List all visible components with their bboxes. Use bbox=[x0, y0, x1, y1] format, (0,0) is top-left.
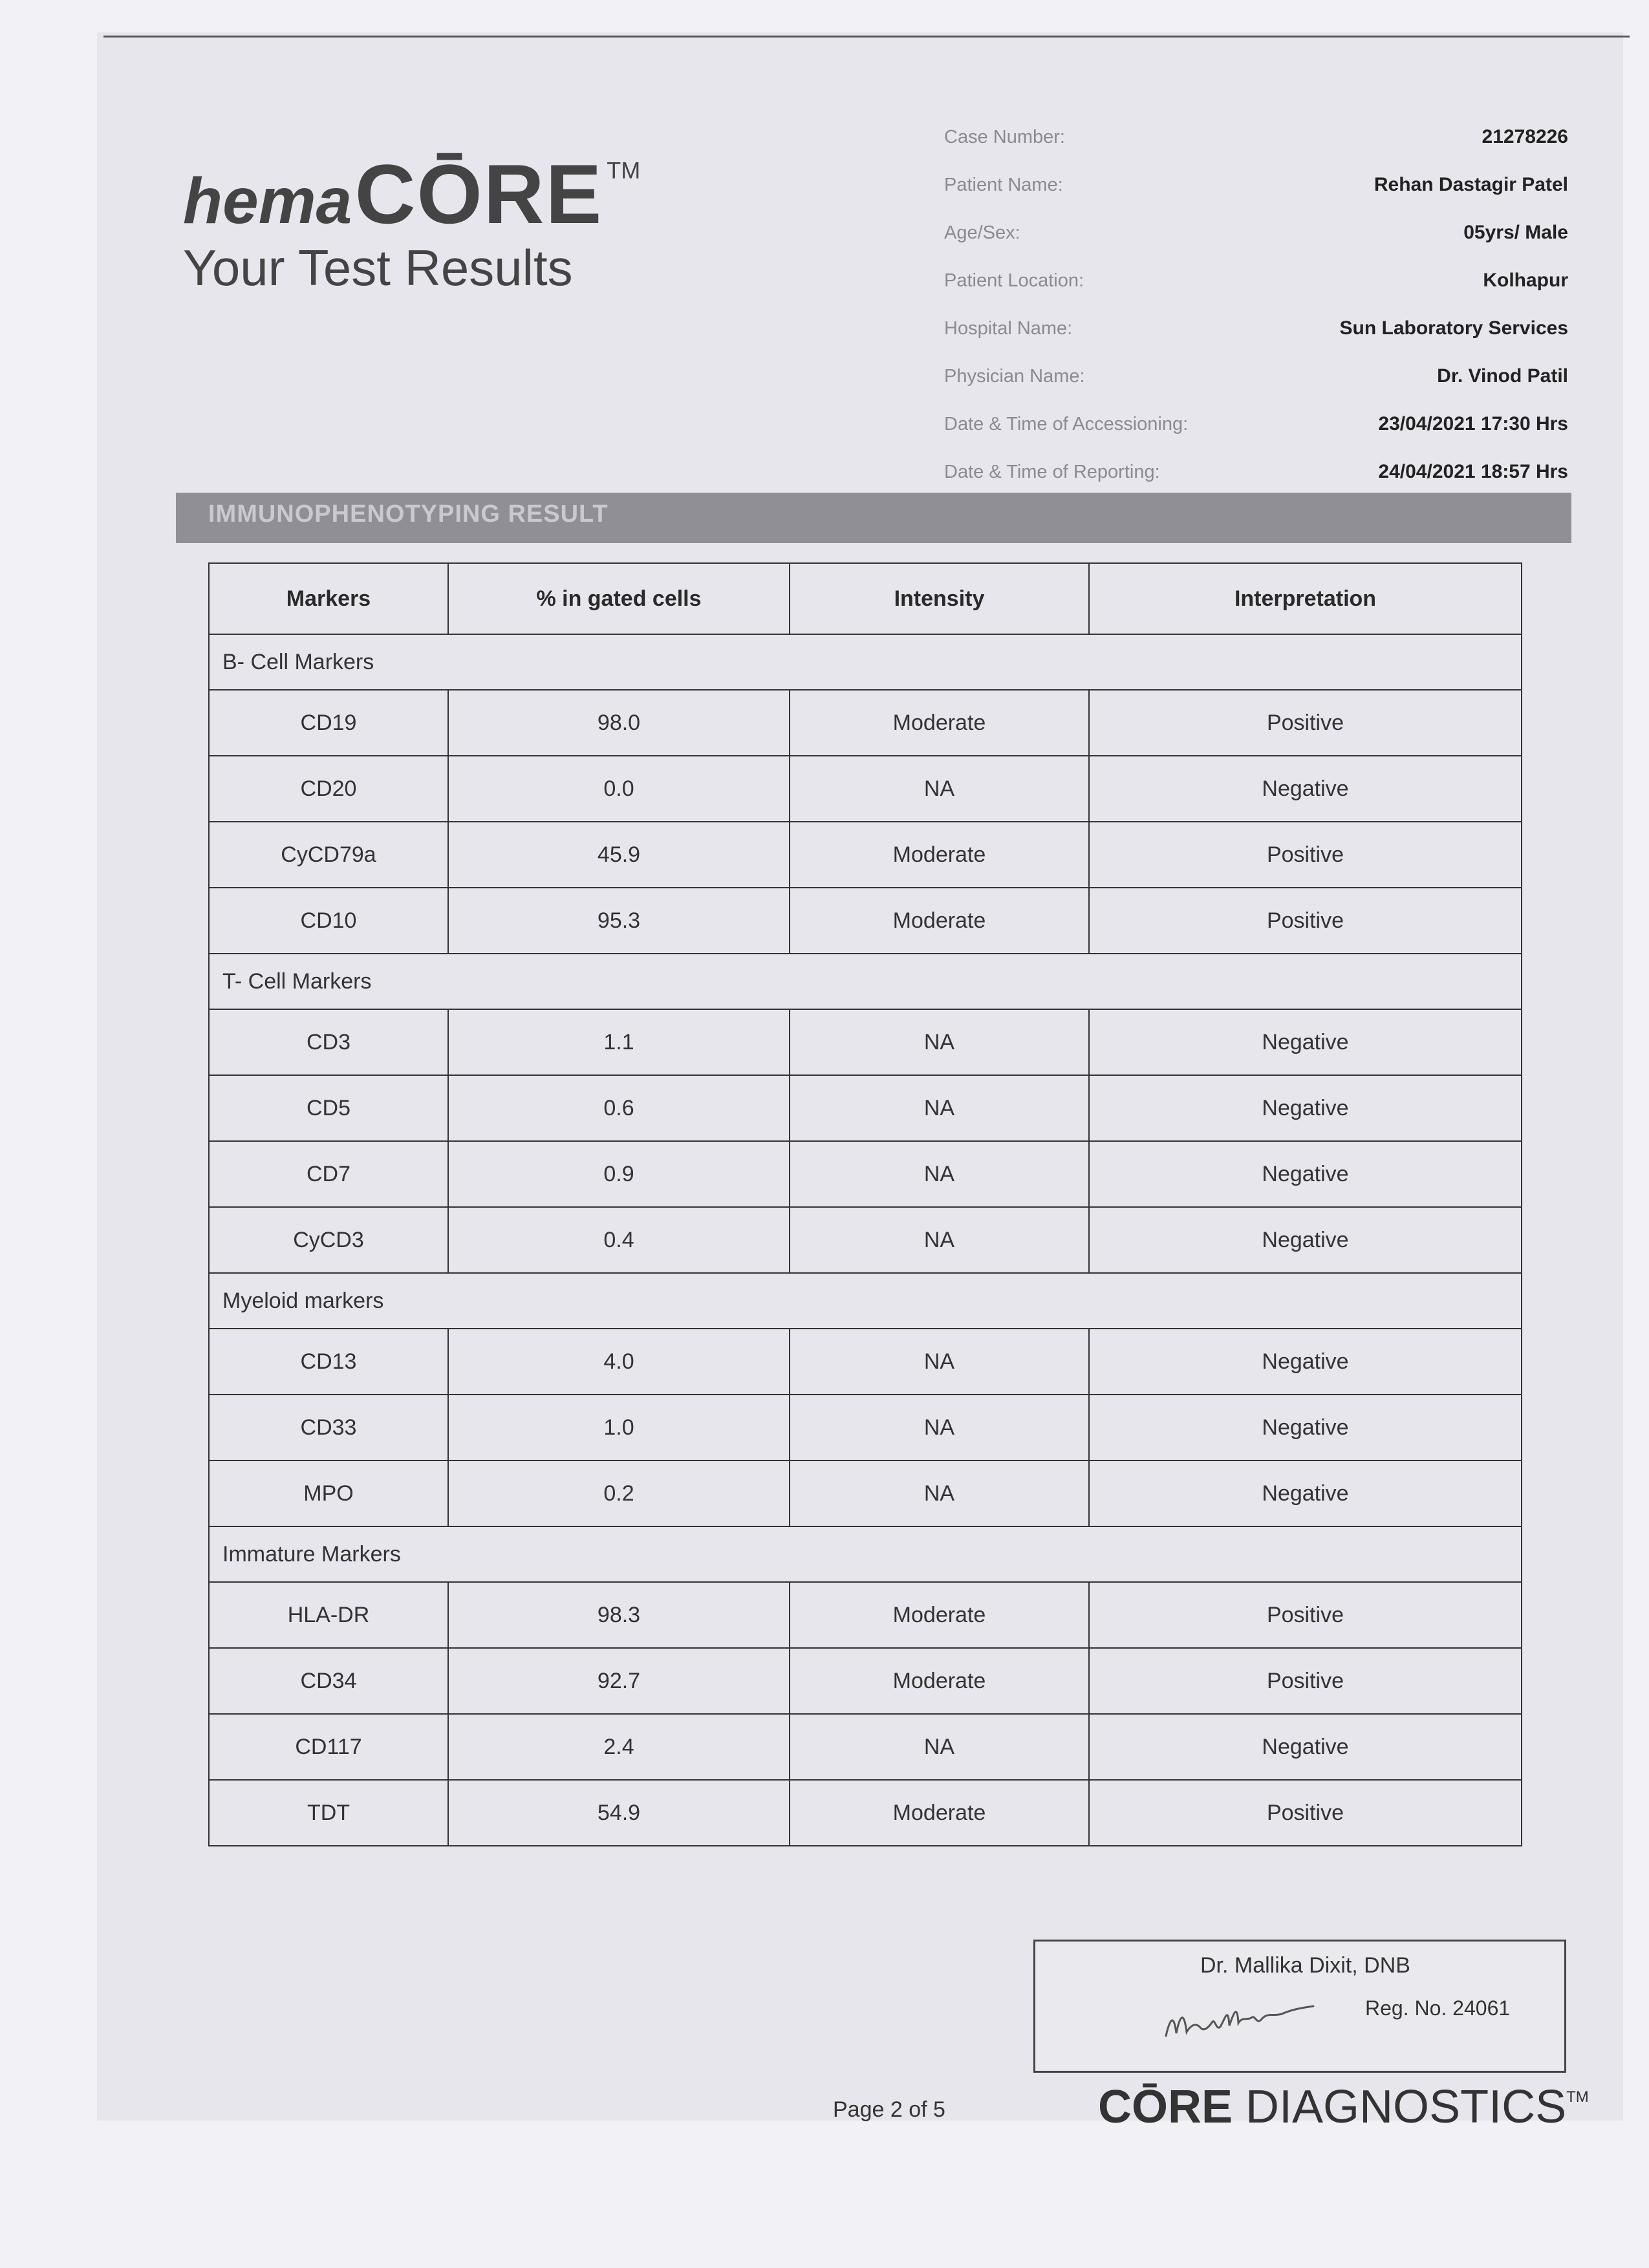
marker-cell: CD7 bbox=[209, 1141, 448, 1207]
percent-cell: 1.0 bbox=[448, 1395, 790, 1460]
group-row bbox=[209, 1526, 1522, 1582]
section-band bbox=[176, 493, 1571, 543]
core-diagnostics-bold: CŌRE bbox=[1098, 2081, 1233, 2133]
handwritten-signature bbox=[1158, 1980, 1352, 2051]
info-row bbox=[944, 161, 1568, 209]
intensity-cell: Moderate bbox=[790, 822, 1089, 888]
interpretation-cell: Negative bbox=[1089, 1460, 1522, 1526]
intensity-cell: Moderate bbox=[790, 690, 1089, 756]
info-label: Physician Name: bbox=[944, 365, 1085, 387]
header-markers: Markers bbox=[209, 563, 448, 634]
percent-cell: 54.9 bbox=[448, 1780, 790, 1846]
info-value: 24/04/2021 18:57 Hrs bbox=[1378, 461, 1568, 482]
marker-cell: CyCD3 bbox=[209, 1207, 448, 1273]
registration-number: Reg. No. 24061 bbox=[1365, 1996, 1511, 2020]
info-value: Rehan Dastagir Patel bbox=[1374, 174, 1568, 195]
top-rule bbox=[103, 36, 1630, 37]
interpretation-cell: Negative bbox=[1089, 1141, 1522, 1207]
core-diagnostics-tm: TM bbox=[1566, 2088, 1589, 2106]
interpretation-cell: Negative bbox=[1089, 1009, 1522, 1075]
interpretation-cell: Positive bbox=[1089, 1582, 1522, 1648]
percent-cell: 0.2 bbox=[448, 1460, 790, 1526]
core-diagnostics-logo bbox=[1098, 2081, 1589, 2134]
intensity-cell: NA bbox=[790, 1329, 1089, 1395]
table-row bbox=[209, 822, 1522, 888]
table-row bbox=[209, 1075, 1522, 1141]
logo-tm: TM bbox=[607, 157, 641, 184]
group-row bbox=[209, 954, 1522, 1009]
interpretation-cell: Negative bbox=[1089, 1395, 1522, 1460]
intensity-cell: NA bbox=[790, 1075, 1089, 1141]
table-row bbox=[209, 1141, 1522, 1207]
marker-cell: CD34 bbox=[209, 1648, 448, 1714]
percent-cell: 0.4 bbox=[448, 1207, 790, 1273]
info-row bbox=[944, 448, 1568, 496]
info-row bbox=[944, 209, 1568, 257]
percent-cell: 4.0 bbox=[448, 1329, 790, 1395]
intensity-cell: Moderate bbox=[790, 1648, 1089, 1714]
interpretation-cell: Positive bbox=[1089, 690, 1522, 756]
interpretation-cell: Positive bbox=[1089, 1648, 1522, 1714]
table-row bbox=[209, 1009, 1522, 1075]
percent-cell: 0.9 bbox=[448, 1141, 790, 1207]
percent-cell: 45.9 bbox=[448, 822, 790, 888]
table-row bbox=[209, 756, 1522, 822]
interpretation-cell: Positive bbox=[1089, 888, 1522, 954]
logo-hema: hema bbox=[183, 165, 352, 237]
marker-cell: CD13 bbox=[209, 1329, 448, 1395]
header-intensity: Intensity bbox=[790, 563, 1089, 634]
intensity-cell: Moderate bbox=[790, 1780, 1089, 1846]
percent-cell: 98.0 bbox=[448, 690, 790, 756]
table-row bbox=[209, 1329, 1522, 1395]
intensity-cell: NA bbox=[790, 756, 1089, 822]
interpretation-cell: Positive bbox=[1089, 822, 1522, 888]
marker-cell: CyCD79a bbox=[209, 822, 448, 888]
info-value: Kolhapur bbox=[1483, 270, 1568, 291]
marker-cell: HLA-DR bbox=[209, 1582, 448, 1648]
info-value: 05yrs/ Male bbox=[1463, 222, 1568, 243]
section-title: IMMUNOPHENOTYPING RESULT bbox=[208, 500, 609, 528]
patient-info bbox=[944, 113, 1568, 496]
intensity-cell: NA bbox=[790, 1141, 1089, 1207]
group-name: Immature Markers bbox=[209, 1526, 1522, 1582]
percent-cell: 0.0 bbox=[448, 756, 790, 822]
info-label: Date & Time of Reporting: bbox=[944, 461, 1160, 482]
interpretation-cell: Negative bbox=[1089, 1075, 1522, 1141]
group-name: T- Cell Markers bbox=[209, 954, 1522, 1009]
intensity-cell: NA bbox=[790, 1009, 1089, 1075]
group-row bbox=[209, 1273, 1522, 1329]
doctor-name: Dr. Mallika Dixit, DNB bbox=[1200, 1953, 1410, 1978]
marker-cell: CD19 bbox=[209, 690, 448, 756]
table-row bbox=[209, 888, 1522, 954]
interpretation-cell: Negative bbox=[1089, 1329, 1522, 1395]
info-label: Patient Location: bbox=[944, 270, 1084, 291]
info-label: Hospital Name: bbox=[944, 317, 1073, 339]
table-header-row bbox=[209, 563, 1522, 634]
interpretation-cell: Negative bbox=[1089, 756, 1522, 822]
interpretation-cell: Negative bbox=[1089, 1714, 1522, 1780]
core-diagnostics-rest: DIAGNOSTICS bbox=[1233, 2081, 1567, 2133]
marker-cell: CD5 bbox=[209, 1075, 448, 1141]
info-row bbox=[944, 305, 1568, 352]
intensity-cell: NA bbox=[790, 1460, 1089, 1526]
table-row bbox=[209, 690, 1522, 756]
intensity-cell: NA bbox=[790, 1395, 1089, 1460]
results-table bbox=[208, 562, 1522, 1846]
marker-cell: CD20 bbox=[209, 756, 448, 822]
group-name: Myeloid markers bbox=[209, 1273, 1522, 1329]
info-row bbox=[944, 400, 1568, 448]
percent-cell: 2.4 bbox=[448, 1714, 790, 1780]
percent-cell: 98.3 bbox=[448, 1582, 790, 1648]
header-percent: % in gated cells bbox=[448, 563, 790, 634]
table-row bbox=[209, 1582, 1522, 1648]
marker-cell: TDT bbox=[209, 1780, 448, 1846]
marker-cell: CD33 bbox=[209, 1395, 448, 1460]
group-name: B- Cell Markers bbox=[209, 634, 1522, 690]
percent-cell: 92.7 bbox=[448, 1648, 790, 1714]
group-row bbox=[209, 634, 1522, 690]
table-row bbox=[209, 1648, 1522, 1714]
marker-cell: CD3 bbox=[209, 1009, 448, 1075]
intensity-cell: Moderate bbox=[790, 1582, 1089, 1648]
interpretation-cell: Positive bbox=[1089, 1780, 1522, 1846]
hemacore-logo bbox=[183, 145, 640, 297]
table-row bbox=[209, 1780, 1522, 1846]
info-row bbox=[944, 113, 1568, 161]
table-row bbox=[209, 1207, 1522, 1273]
info-label: Patient Name: bbox=[944, 174, 1063, 195]
intensity-cell: Moderate bbox=[790, 888, 1089, 954]
marker-cell: CD10 bbox=[209, 888, 448, 954]
info-label: Date & Time of Accessioning: bbox=[944, 413, 1189, 434]
logo-core: CŌRE bbox=[354, 147, 603, 241]
marker-cell: MPO bbox=[209, 1460, 448, 1526]
info-row bbox=[944, 352, 1568, 400]
intensity-cell: NA bbox=[790, 1714, 1089, 1780]
info-value: 21278226 bbox=[1482, 126, 1568, 147]
info-label: Case Number: bbox=[944, 126, 1065, 147]
percent-cell: 1.1 bbox=[448, 1009, 790, 1075]
page-number: Page 2 of 5 bbox=[833, 2097, 945, 2122]
table-row bbox=[209, 1460, 1522, 1526]
header-interpretation: Interpretation bbox=[1089, 563, 1522, 634]
info-value: 23/04/2021 17:30 Hrs bbox=[1378, 413, 1568, 434]
intensity-cell: NA bbox=[790, 1207, 1089, 1273]
info-value: Sun Laboratory Services bbox=[1339, 317, 1568, 339]
page-subtitle: Your Test Results bbox=[183, 239, 573, 296]
info-row bbox=[944, 257, 1568, 305]
marker-cell: CD117 bbox=[209, 1714, 448, 1780]
table-row bbox=[209, 1395, 1522, 1460]
percent-cell: 0.6 bbox=[448, 1075, 790, 1141]
info-label: Age/Sex: bbox=[944, 222, 1020, 243]
signature-box bbox=[1033, 1940, 1566, 2073]
percent-cell: 95.3 bbox=[448, 888, 790, 954]
interpretation-cell: Negative bbox=[1089, 1207, 1522, 1273]
info-value: Dr. Vinod Patil bbox=[1437, 365, 1568, 387]
table-row bbox=[209, 1714, 1522, 1780]
